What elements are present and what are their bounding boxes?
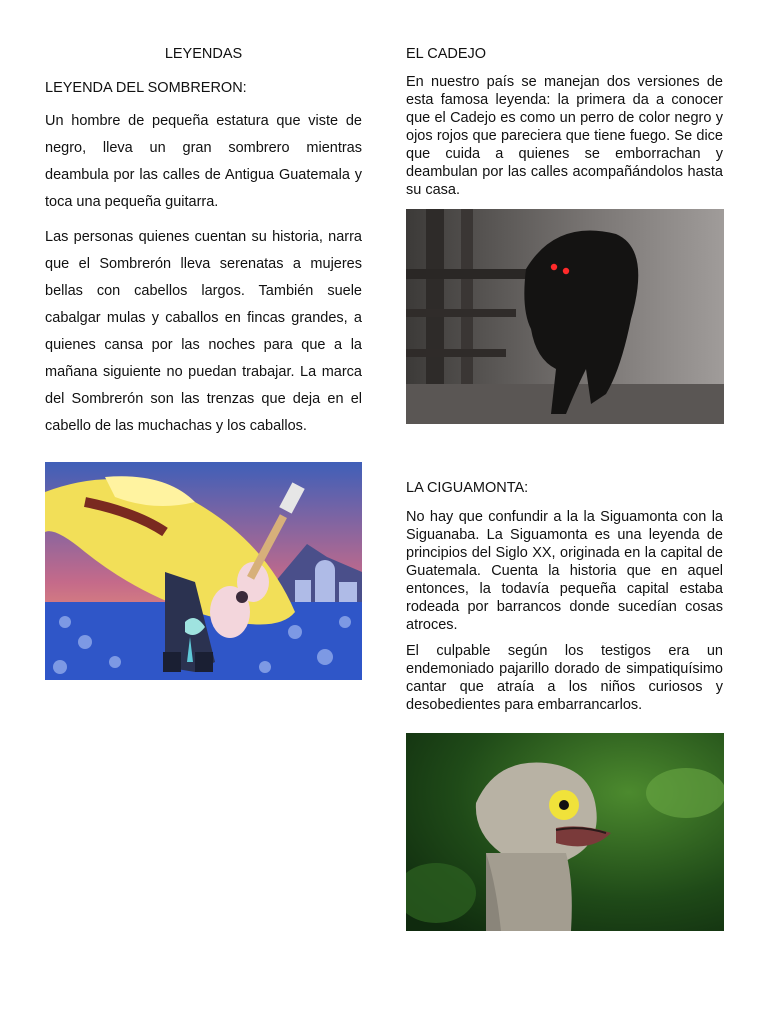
left-column [45,44,362,440]
sombreron-paragraph-2: Las personas quienes cuentan su historia, narra que el Sombrerón lleva serenatas a mujeres bellas con cabellos largos. También suele cabalgar mulas y caballos en fincas grandes, a quienes cansa por las noches para que a la mañana siguiente no puedan trabajar. La marca del Sombrerón son las trenzas que deja en el cabello de las muchachas y los caballos. [45,229,362,434]
cadejo-image [406,209,724,424]
ciguamonta-paragraph-2: El culpable según los testigos era un endemoniado pajarillo dorado de simpatiquísimo cantar que atraía a los niños curiosos y desobedientes para embarrancarlos. [406,643,723,713]
sombreron-heading: LEYENDA DEL SOMBRERON: [45,80,247,96]
sombreron-paragraph-1: Un hombre de pequeña estatura que viste de negro, lleva un gran sombrero mientras deambula por las calles de Antigua Guatemala y toca una pequeña guitarra. [45,113,362,210]
ciguamonta-heading: LA CIGUAMONTA: [406,480,529,496]
cadejo-paragraph: En nuestro país se manejan dos versiones de esta famosa leyenda: la primera da a conocer que el Cadejo es como un perro de color negro y ojos rojos que pareciera que tiene fuego. Se dice que cuida a quienes se emborrachan y deambulan por las calles acompañándolos hasta su casa. [406,74,723,198]
right-column [406,44,723,199]
ciguamonta-paragraph-1: No hay que confundir a la la Siguamonta con la Siguanaba. La Siguamonta es una leyenda de principios del Siglo XX, originada en la capital de Guatemala. Cuenta la historia que en aquel entonces, la todavía pequeña capital estaba rodeada por barrancos donde sucedían cosas atroces. [406,509,723,633]
page-title: LEYENDAS [164,46,243,62]
ciguamonta-body [406,508,723,714]
sombreron-illustration [45,462,362,680]
cadejo-heading: EL CADEJO [406,46,487,62]
potoo-bird-image [406,733,724,931]
